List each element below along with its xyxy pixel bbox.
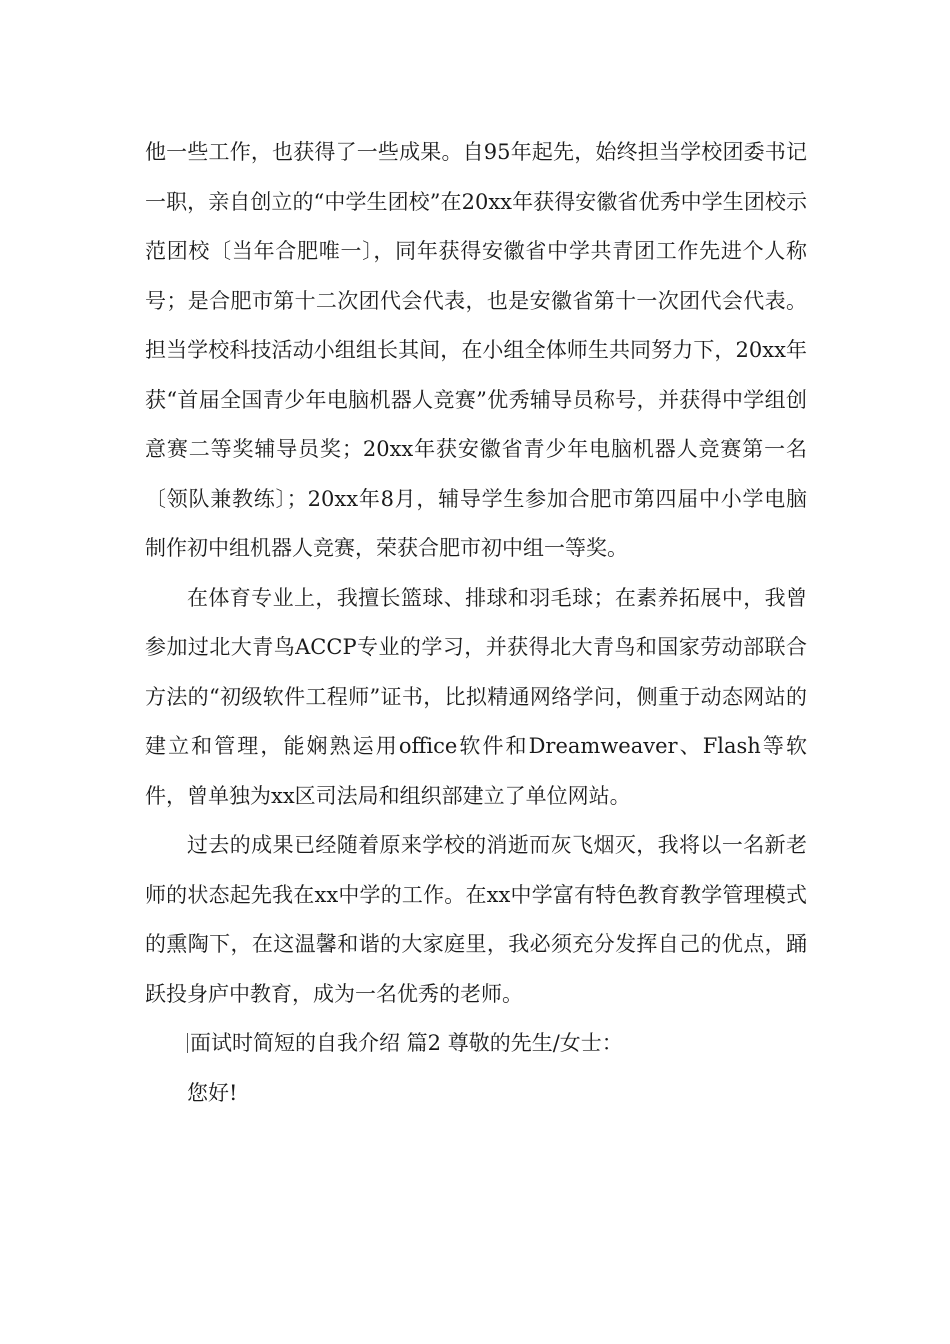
section-heading [145, 1019, 807, 1069]
paragraph-achievements: 他一些工作，也获得了一些成果。自95年起先，始终担当学校团委书记一职，亲自创立的“中学生团校”在20xx年获得安徽省优秀中学生团校示范团校〔当年合肥唯一〕，同年获得安徽省中学共青团工作先进个人称号；是合肥市第十二次团代会代表，也是安徽省第十一次团代会代表。担当学校科技活动小组组长其间，在小组全体师生共同努力下，20xx年获“首届全国青少年电脑机器人竞赛”优秀辅导员称号，并获得中学组创意赛二等奖辅导员奖；20xx年获安徽省青少年电脑机器人竞赛第一名〔领队兼教练〕；20xx年8月，辅导学生参加合肥市第四届中小学电脑制作初中组机器人竞赛，荣获合肥市初中组一等奖。 [145, 140, 807, 560]
greeting: 您好! [187, 1080, 238, 1105]
section-heading-text: 面试时简短的自我介绍 篇2 尊敬的先生/女士： [190, 1031, 623, 1055]
paragraph-closing: 过去的成果已经随着原来学校的消逝而灰飞烟灭，我将以一名新老师的状态起先我在xx中学的工作。在xx中学富有特色教育教学管理模式的熏陶下，在这温馨和谐的大家庭里，我必须充分发挥自己的优点，踊跃投身庐中教育，成为一名优秀的老师。 [145, 833, 807, 1006]
document-page [145, 128, 807, 1118]
text-cursor-icon [187, 1033, 188, 1053]
paragraph-skills: 在体育专业上，我擅长篮球、排球和羽毛球；在素养拓展中，我曾参加过北大青鸟ACCP专业的学习，并获得北大青鸟和国家劳动部联合方法的“初级软件工程师”证书，比拟精通网络学问，侧重于动态网站的建立和管理，能娴熟运用office软件和Dreamweaver、Flash等软件，曾单独为xx区司法局和组织部建立了单位网站。 [145, 585, 807, 808]
